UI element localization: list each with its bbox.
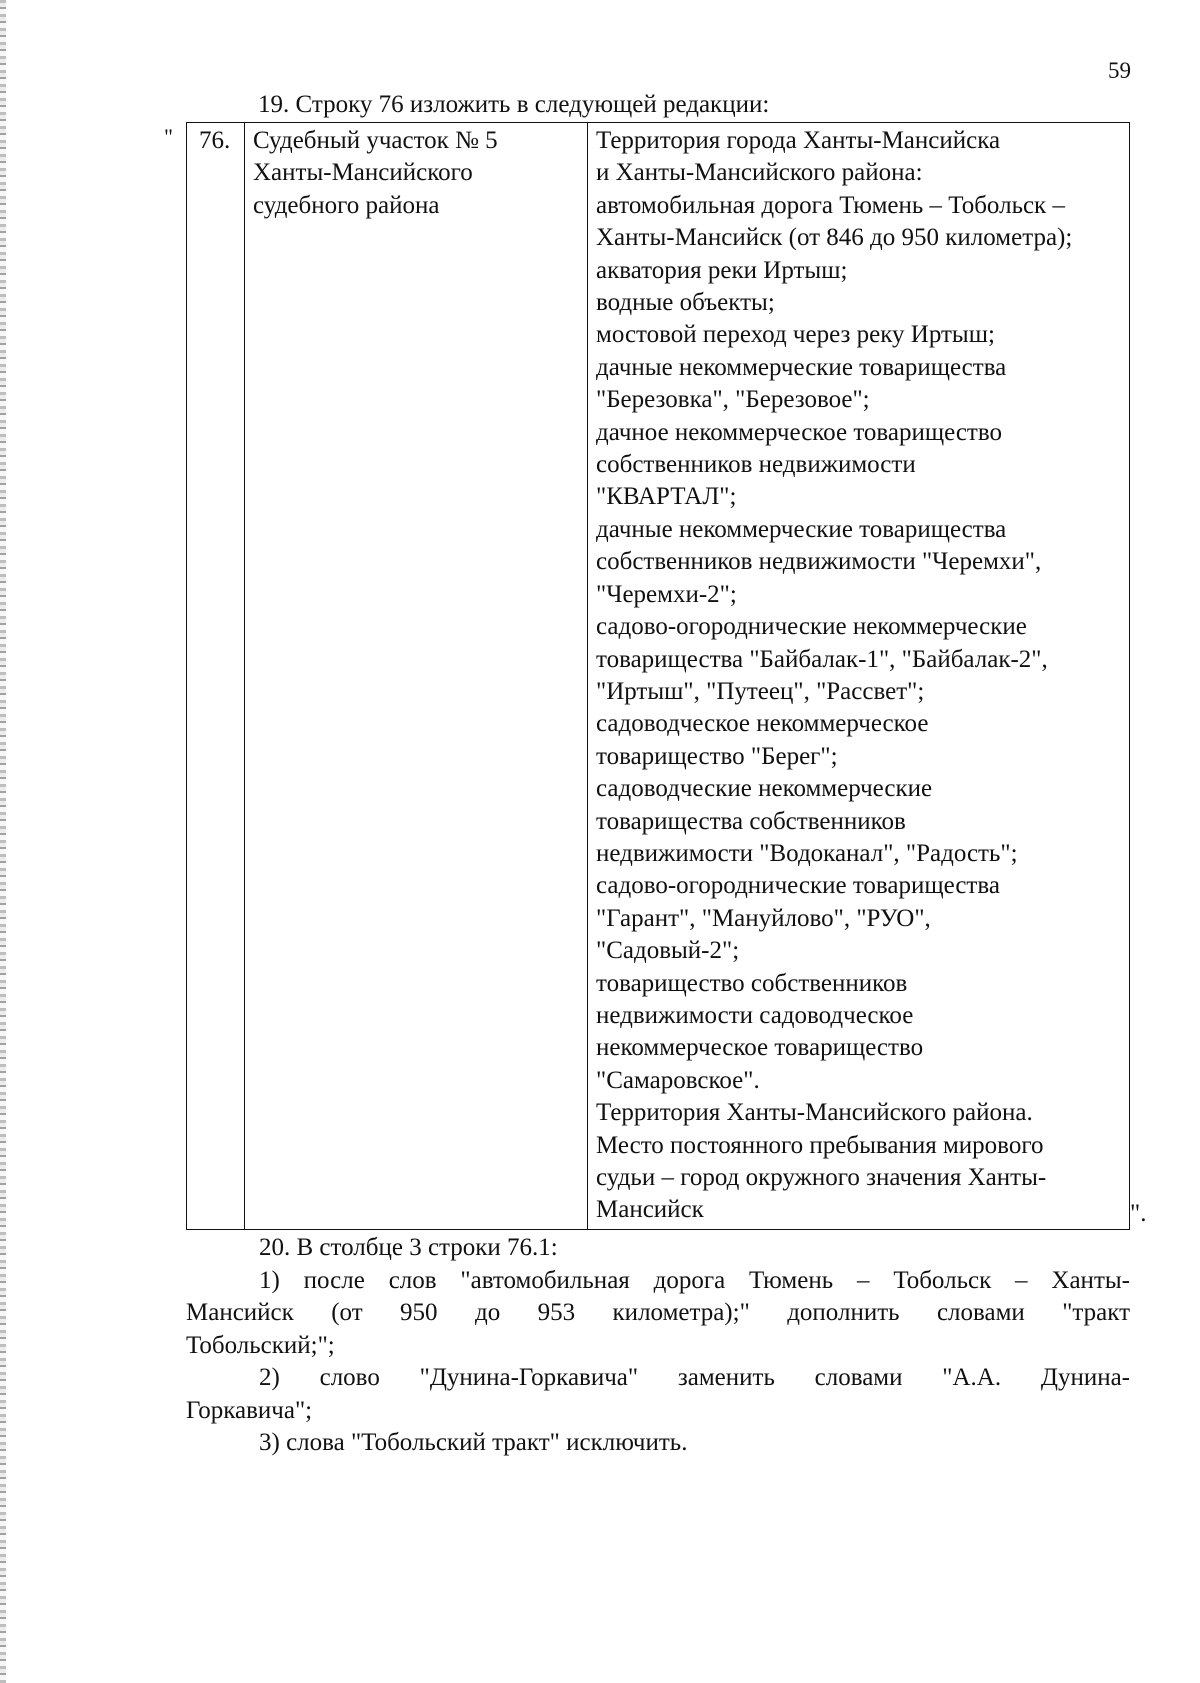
territory-line: недвижимости садоводческое — [596, 1001, 914, 1029]
territory-line: и Ханты-Мансийского района: — [596, 159, 923, 187]
district-line: судебного района — [253, 191, 440, 219]
row-number-cell — [187, 123, 245, 1230]
territory-line: собственников недвижимости "Черемхи", — [596, 548, 1042, 576]
closing-quote-mark: ". — [1130, 1200, 1147, 1227]
territory-line: Территория города Ханты-Мансийска — [596, 127, 1001, 154]
territory-line: "Самаровское". — [596, 1066, 760, 1094]
page-number: 59 — [1108, 58, 1131, 83]
district-line: Ханты-Мансийского — [253, 159, 473, 187]
territory-line: "Березовка", "Березовое"; — [596, 386, 870, 414]
territory-line: "КВАРТАЛ"; — [596, 483, 737, 511]
territory-line: товарищество собственников — [596, 969, 908, 997]
item-19-heading: 19. Строку 76 изложить в следующей редакции: — [258, 91, 770, 118]
territory-line: дачное некоммерческое товарищество — [596, 418, 1002, 446]
territory-line: садово-огороднические товарищества — [596, 872, 1000, 900]
opening-quote-mark: " — [164, 124, 173, 149]
item-20-p2-line: Горкавича"; — [186, 1396, 313, 1424]
territory-line: дачные некоммерческие товарищества — [596, 353, 1007, 381]
district-cell — [245, 123, 588, 1230]
territory-line: "Черемхи-2"; — [596, 580, 737, 608]
territory-line: садово-огороднические некоммерческие — [596, 613, 1027, 641]
territory-line: недвижимости "Водоканал", "Радость"; — [596, 839, 1018, 867]
territory-line: товарищество "Берег"; — [596, 742, 838, 770]
territory-line: акватория реки Иртыш; — [596, 256, 848, 284]
territory-line: собственников недвижимости — [596, 451, 916, 479]
item-20-title: 20. В столбце 3 строки 76.1: — [259, 1234, 558, 1261]
item-20-section — [186, 1232, 1130, 1460]
territory-line: дачные некоммерческие товарищества — [596, 515, 1007, 543]
territory-line: садоводческое некоммерческое — [596, 710, 929, 738]
item-20-p1-line: Тобольский;"; — [186, 1331, 335, 1359]
item-20-p1-line: Мансийск (от 950 до 953 километра);" дополнить словами "тракт — [186, 1299, 1130, 1326]
territory-line: Территория Ханты-Мансийского района. — [596, 1099, 1033, 1127]
territory-cell — [588, 123, 1130, 1230]
item-20-p3: 3) слова "Тобольский тракт" исключить. — [259, 1429, 688, 1456]
row-number: 76. — [199, 127, 231, 154]
territory-line: некоммерческое товарищество — [596, 1034, 924, 1062]
amendment-table — [186, 122, 1130, 1230]
scan-binding-edge — [0, 0, 6, 1683]
territory-line: товарищества собственников — [596, 807, 906, 835]
territory-line: Место постоянного пребывания мирового — [596, 1131, 1044, 1159]
territory-line: "Гарант", "Мануйлово", "РУО", — [596, 904, 931, 932]
territory-line: мостовой переход через реку Иртыш; — [596, 321, 995, 349]
item-20-p2-line: 2) слово "Дунина-Горкавича" заменить словами "А.А. Дунина- — [259, 1364, 1130, 1391]
territory-line: Ханты-Мансийск (от 846 до 950 километра); — [596, 224, 1073, 252]
territory-line: Мансийск — [596, 1196, 704, 1224]
territory-line: садоводческие некоммерческие — [596, 775, 933, 803]
territory-line: "Иртыш", "Путеец", "Рассвет"; — [596, 677, 925, 705]
territory-line: "Садовый-2"; — [596, 937, 740, 965]
territory-line: водные объекты; — [596, 289, 775, 317]
district-line: Судебный участок № 5 — [253, 127, 498, 154]
territory-line: автомобильная дорога Тюмень – Тобольск – — [596, 191, 1065, 219]
territory-line: товарищества "Байбалак-1", "Байбалак-2", — [596, 645, 1048, 673]
item-20-p1-line: 1) после слов "автомобильная дорога Тюмень – Тобольск – Ханты- — [259, 1266, 1130, 1294]
territory-line: судьи – город окружного значения Ханты- — [596, 1164, 1047, 1191]
table-row — [187, 123, 1130, 1230]
